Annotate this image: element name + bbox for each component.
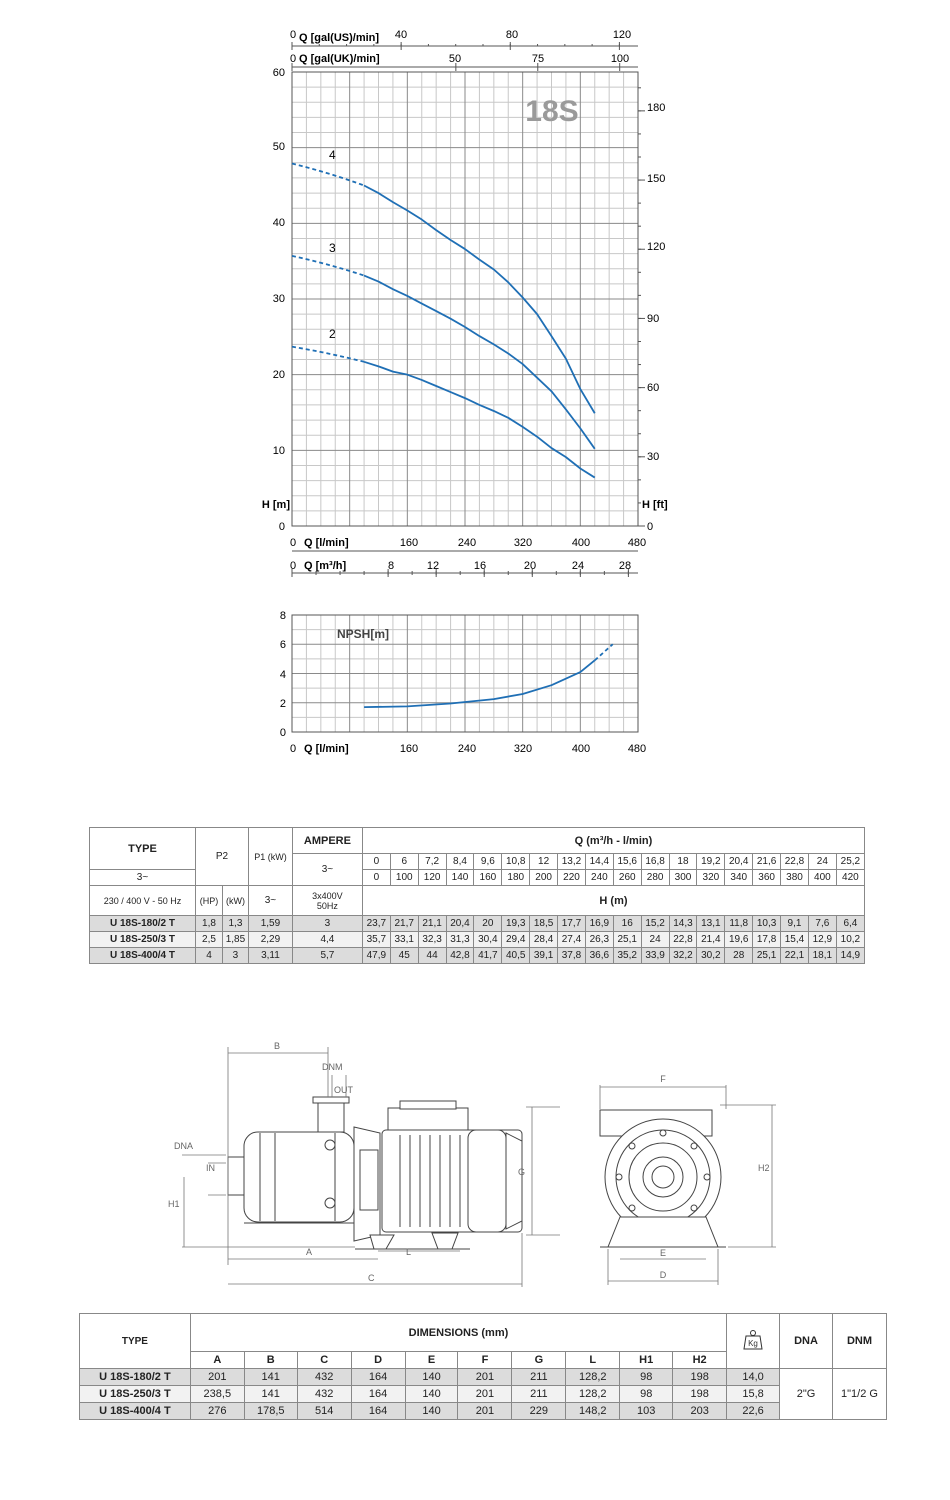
dim-cell-value: 238,5	[190, 1386, 244, 1403]
weight-label: Kg	[748, 1338, 758, 1348]
spec-q-lmin: 180	[502, 870, 530, 886]
top-us-tick-80: 80	[505, 29, 519, 41]
spec-cell-amp: 4,4	[292, 932, 362, 948]
dim-cell-value: 201	[458, 1403, 512, 1420]
spec-p1-phase: 3~	[248, 886, 292, 916]
spec-cell-h: 27,4	[558, 932, 586, 948]
spec-cell-h: 28,4	[530, 932, 558, 948]
spec-cell-h: 19,3	[502, 916, 530, 932]
dim-cell-kg: 22,6	[727, 1403, 780, 1420]
npsh-x-tick-480: 480	[627, 743, 647, 755]
model-title: 18S	[525, 95, 579, 128]
spec-cell-type: U 18S-180/2 T	[90, 916, 196, 932]
weight-icon	[742, 1329, 764, 1351]
dim-cell-value: 276	[190, 1403, 244, 1420]
top-uk-tick-75: 75	[531, 53, 545, 65]
bottom-lmin-label: Q [l/min]	[304, 537, 349, 549]
spec-q-m3h: 10,8	[502, 854, 530, 870]
dim-table	[79, 1313, 887, 1420]
dim-label-h2: H2	[758, 1163, 770, 1173]
dim-label-dna: DNA	[174, 1141, 194, 1151]
npsh-x-tick-320: 320	[513, 743, 533, 755]
dim-cell-value: 140	[405, 1386, 458, 1403]
spec-p2-header: P2	[195, 828, 248, 886]
dim-cell-value: 198	[673, 1386, 727, 1403]
dim-cell-type: U 18S-250/3 T	[80, 1386, 191, 1403]
left-tick-40: 40	[272, 217, 285, 229]
dim-cell-value: 203	[673, 1403, 727, 1420]
spec-q-m3h: 22,8	[781, 854, 809, 870]
spec-cell-h: 39,1	[530, 948, 558, 964]
spec-q-m3h: 6	[390, 854, 418, 870]
spec-q-lmin: 400	[808, 870, 836, 886]
dna-header: DNA	[780, 1314, 833, 1369]
curve-3-dashed	[292, 256, 364, 276]
spec-cell-hp: 2,5	[195, 932, 222, 948]
spec-cell-hp: 4	[195, 948, 222, 964]
right-tick-30: 30	[647, 451, 660, 463]
weight-header	[727, 1314, 780, 1369]
dim-cell-value: 103	[620, 1403, 673, 1420]
spec-q-lmin: 300	[669, 870, 697, 886]
npsh-tick-0: 0	[279, 727, 286, 739]
npsh-tick-2: 2	[279, 698, 286, 710]
bottom-m3h-tick-20: 20	[523, 560, 537, 572]
spec-cell-kw: 1,3	[222, 916, 248, 932]
spec-q-m3h: 14,4	[585, 854, 613, 870]
dim-col-l: L	[566, 1352, 620, 1369]
dim-cell-value: 211	[512, 1386, 566, 1403]
bottom-lmin-tick-400: 400	[571, 537, 591, 549]
spec-cell-h: 23,7	[362, 916, 390, 932]
spec-cell-p1: 2,29	[248, 932, 292, 948]
spec-cell-h: 20	[474, 916, 502, 932]
spec-q-m3h: 9,6	[474, 854, 502, 870]
npsh-curve-dashed	[595, 644, 613, 660]
top-axis-uk-label: Q [gal(UK)/min]	[299, 53, 380, 65]
bottom-m3h-tick-16: 16	[473, 560, 487, 572]
dim-label-dnm: DNM	[322, 1062, 343, 1072]
spec-cell-p1: 3,11	[248, 948, 292, 964]
spec-cell-h: 17,7	[558, 916, 586, 932]
spec-q-lmin: 240	[585, 870, 613, 886]
spec-q-lmin: 320	[697, 870, 725, 886]
spec-cell-h: 10,3	[753, 916, 781, 932]
left-tick-60: 60	[272, 67, 285, 79]
spec-cell-hp: 1,8	[195, 916, 222, 932]
spec-q-lmin: 260	[613, 870, 641, 886]
spec-q-lmin: 420	[836, 870, 864, 886]
spec-cell-h: 29,4	[502, 932, 530, 948]
right-tick-0: 0	[647, 521, 654, 533]
spec-cell-h: 22,1	[781, 948, 809, 964]
curve-label-4: 4	[329, 148, 336, 162]
pump-front-view	[600, 1110, 726, 1247]
dim-cell-value: 140	[405, 1369, 458, 1386]
dim-header: DIMENSIONS (mm)	[190, 1314, 726, 1352]
dim-cell-dnm: 1"1/2 G	[832, 1369, 886, 1420]
spec-cell-h: 13,1	[697, 916, 725, 932]
spec-cell-h: 19,6	[725, 932, 753, 948]
spec-cell-h: 20,4	[446, 916, 474, 932]
dim-label-e: E	[659, 1248, 667, 1258]
dim-label-g: G	[518, 1167, 526, 1177]
bottom-m3h-tick-12: 12	[426, 560, 440, 572]
top-us-tick-120: 120	[612, 29, 632, 41]
spec-cell-h: 21,1	[418, 916, 446, 932]
dim-type-header: TYPE	[80, 1314, 191, 1369]
spec-cell-amp: 5,7	[292, 948, 362, 964]
dim-cell-value: 432	[297, 1369, 351, 1386]
dim-col-f: F	[458, 1352, 512, 1369]
spec-cell-h: 30,4	[474, 932, 502, 948]
spec-cell-h: 22,8	[669, 932, 697, 948]
spec-cell-h: 47,9	[362, 948, 390, 964]
dim-cell-value: 211	[512, 1369, 566, 1386]
spec-q-lmin: 140	[446, 870, 474, 886]
spec-cell-h: 21,4	[697, 932, 725, 948]
spec-cell-h: 45	[390, 948, 418, 964]
npsh-x-tick-240: 240	[457, 743, 477, 755]
spec-cell-h: 32,2	[669, 948, 697, 964]
dim-row	[80, 1403, 887, 1420]
npsh-chart	[0, 600, 950, 770]
dim-table-body	[80, 1369, 887, 1420]
spec-q-m3h: 18	[669, 854, 697, 870]
spec-cell-h: 12,9	[808, 932, 836, 948]
dim-col-c: C	[297, 1352, 351, 1369]
dim-label-h1: H1	[168, 1199, 180, 1209]
npsh-label: NPSH[m]	[337, 627, 390, 641]
spec-row	[90, 932, 865, 948]
dim-col-g: G	[512, 1352, 566, 1369]
bottom-lmin-tick-160: 160	[399, 537, 419, 549]
spec-cell-h: 44	[418, 948, 446, 964]
technical-drawing	[160, 1035, 810, 1295]
dim-cell-type: U 18S-180/2 T	[80, 1369, 191, 1386]
spec-cell-h: 15,2	[641, 916, 669, 932]
top-uk-tick-0: 0	[289, 53, 297, 65]
spec-cell-h: 25,1	[613, 932, 641, 948]
bottom-m3h-tick-24: 24	[571, 560, 585, 572]
spec-q-lmin: 200	[530, 870, 558, 886]
dnm-header: DNM	[832, 1314, 886, 1369]
top-axis-us-label: Q [gal(US)/min]	[299, 32, 380, 44]
spec-q-m3h: 25,2	[836, 854, 864, 870]
spec-q-m3h: 8,4	[446, 854, 474, 870]
performance-chart	[0, 0, 950, 580]
npsh-x-tick-0: 0	[289, 743, 297, 755]
spec-q-lmin: 280	[641, 870, 669, 886]
spec-q-m3h: 16,8	[641, 854, 669, 870]
right-tick-180: 180	[647, 102, 666, 114]
dim-cell-type: U 18S-400/4 T	[80, 1403, 191, 1420]
spec-cell-h: 16	[613, 916, 641, 932]
npsh-x-label: Q [l/min]	[304, 743, 349, 755]
dim-cell-value: 201	[458, 1369, 512, 1386]
spec-p2-hp-label: (HP)	[195, 886, 222, 916]
pump-side-view	[228, 1097, 522, 1249]
spec-cell-h: 26,3	[585, 932, 613, 948]
top-us-tick-40: 40	[394, 29, 408, 41]
spec-cell-h: 6,4	[836, 916, 864, 932]
dim-cell-value: 229	[512, 1403, 566, 1420]
dim-label-b: B	[274, 1041, 281, 1051]
spec-cell-h: 32,3	[418, 932, 446, 948]
spec-row	[90, 948, 865, 964]
right-tick-150: 150	[647, 173, 666, 185]
bottom-m3h-tick-8: 8	[387, 560, 395, 572]
dim-col-a: A	[190, 1352, 244, 1369]
npsh-tick-6: 6	[279, 639, 286, 651]
drawing-svg	[160, 1035, 810, 1295]
npsh-chart-svg	[0, 600, 950, 770]
spec-q-lmin: 360	[753, 870, 781, 886]
spec-cell-h: 35,2	[613, 948, 641, 964]
spec-cell-p1: 1,59	[248, 916, 292, 932]
spec-table-body	[90, 916, 865, 964]
spec-cell-h: 11,8	[725, 916, 753, 932]
dim-cell-value: 98	[620, 1369, 673, 1386]
spec-row	[90, 916, 865, 932]
spec-q-lmin: 160	[474, 870, 502, 886]
spec-cell-kw: 1,85	[222, 932, 248, 948]
spec-ampere-header: AMPERE	[292, 828, 362, 854]
dim-label-l: L	[406, 1247, 412, 1257]
curve-label-2: 2	[329, 327, 336, 341]
spec-cell-h: 7,6	[808, 916, 836, 932]
spec-cell-h: 17,8	[753, 932, 781, 948]
dim-row	[80, 1369, 887, 1386]
dim-cell-value: 128,2	[566, 1369, 620, 1386]
dim-col-d: D	[351, 1352, 405, 1369]
left-tick-10: 10	[272, 445, 285, 457]
spec-ampere-phase: 3~	[292, 854, 362, 886]
dim-cell-value: 98	[620, 1386, 673, 1403]
spec-cell-amp: 3	[292, 916, 362, 932]
spec-cell-h: 40,5	[502, 948, 530, 964]
bottom-lmin-tick-320: 320	[513, 537, 533, 549]
dim-table-container	[79, 1313, 887, 1420]
dim-cell-value: 148,2	[566, 1403, 620, 1420]
dim-col-e: E	[405, 1352, 458, 1369]
spec-q-m3h: 15,6	[613, 854, 641, 870]
dim-cell-value: 201	[458, 1386, 512, 1403]
bottom-lmin-tick-0: 0	[289, 537, 297, 549]
dim-row	[80, 1386, 887, 1403]
left-tick-0: 0	[278, 521, 285, 533]
left-tick-50: 50	[272, 141, 285, 153]
dim-cell-kg: 14,0	[727, 1369, 780, 1386]
spec-q-header: Q (m³/h - l/min)	[362, 828, 864, 854]
right-tick-90: 90	[647, 313, 660, 325]
dim-label-in: IN	[206, 1163, 215, 1173]
dim-cell-value: 140	[405, 1403, 458, 1420]
spec-cell-h: 16,9	[585, 916, 613, 932]
spec-q-m3h: 20,4	[725, 854, 753, 870]
spec-cell-h: 14,9	[836, 948, 864, 964]
performance-grid-major	[292, 72, 638, 526]
spec-cell-h: 10,2	[836, 932, 864, 948]
spec-q-m3h: 21,6	[753, 854, 781, 870]
dim-cell-value: 432	[297, 1386, 351, 1403]
dim-label-a: A	[306, 1247, 313, 1257]
spec-cell-type: U 18S-400/4 T	[90, 948, 196, 964]
right-axis-label: H [ft]	[642, 499, 668, 511]
bottom-m3h-tick-0: 0	[289, 560, 297, 572]
bottom-lmin-tick-240: 240	[457, 537, 477, 549]
spec-q-m3h: 19,2	[697, 854, 725, 870]
spec-cell-h: 18,1	[808, 948, 836, 964]
spec-ampere-voltage: 3x400V 50Hz	[292, 886, 362, 916]
spec-voltage-label: 230 / 400 V - 50 Hz	[90, 886, 196, 916]
spec-table	[89, 827, 865, 964]
bottom-lmin-tick-480: 480	[627, 537, 647, 549]
spec-q-lmin: 220	[558, 870, 586, 886]
npsh-tick-4: 4	[279, 669, 286, 681]
dim-col-b: B	[244, 1352, 297, 1369]
spec-p2-kw-label: (kW)	[222, 886, 248, 916]
spec-cell-h: 42,8	[446, 948, 474, 964]
dim-cell-value: 201	[190, 1369, 244, 1386]
performance-chart-svg	[0, 0, 950, 580]
dim-cell-value: 164	[351, 1403, 405, 1420]
spec-cell-h: 15,4	[781, 932, 809, 948]
spec-cell-h: 9,1	[781, 916, 809, 932]
dim-cell-kg: 15,8	[727, 1386, 780, 1403]
npsh-x-tick-160: 160	[399, 743, 419, 755]
spec-cell-h: 14,3	[669, 916, 697, 932]
npsh-tick-8: 8	[279, 610, 286, 622]
spec-cell-h: 28	[725, 948, 753, 964]
spec-h-header: H (m)	[362, 886, 864, 916]
spec-cell-h: 35,7	[362, 932, 390, 948]
spec-cell-h: 31,3	[446, 932, 474, 948]
spec-q-lmin: 100	[390, 870, 418, 886]
dim-col-h2: H2	[673, 1352, 727, 1369]
spec-table-container	[89, 827, 865, 964]
left-tick-30: 30	[272, 293, 285, 305]
spec-cell-type: U 18S-250/3 T	[90, 932, 196, 948]
top-uk-tick-50: 50	[448, 53, 462, 65]
dim-col-h1: H1	[620, 1352, 673, 1369]
dim-cell-value: 164	[351, 1386, 405, 1403]
dim-cell-value: 514	[297, 1403, 351, 1420]
right-tick-60: 60	[647, 382, 660, 394]
spec-cell-h: 33,1	[390, 932, 418, 948]
npsh-x-tick-400: 400	[571, 743, 591, 755]
dim-label-f: F	[660, 1074, 666, 1084]
spec-cell-h: 21,7	[390, 916, 418, 932]
dim-label-d: D	[659, 1270, 667, 1280]
performance-curves	[292, 164, 595, 478]
dim-label-out: OUT	[334, 1085, 353, 1095]
dim-cell-value: 164	[351, 1369, 405, 1386]
dim-cell-value: 178,5	[244, 1403, 297, 1420]
spec-cell-h: 36,6	[585, 948, 613, 964]
top-us-tick-0: 0	[289, 29, 297, 41]
dim-cell-value: 198	[673, 1369, 727, 1386]
spec-q-m3h: 7,2	[418, 854, 446, 870]
spec-cell-h: 25,1	[753, 948, 781, 964]
spec-cell-h: 37,8	[558, 948, 586, 964]
dim-label-c: C	[368, 1273, 375, 1283]
spec-phase-label: 3~	[90, 870, 196, 886]
spec-p1-header: P1 (kW)	[248, 828, 292, 886]
spec-cell-h: 30,2	[697, 948, 725, 964]
spec-q-lmin: 0	[362, 870, 390, 886]
spec-q-m3h: 12	[530, 854, 558, 870]
dim-cell-value: 128,2	[566, 1386, 620, 1403]
spec-q-m3h: 0	[362, 854, 390, 870]
spec-q-lmin: 340	[725, 870, 753, 886]
spec-q-lmin: 120	[418, 870, 446, 886]
right-tick-120: 120	[647, 241, 666, 253]
dim-cell-value: 141	[244, 1369, 297, 1386]
spec-type-header: TYPE	[90, 828, 196, 870]
spec-cell-h: 33,9	[641, 948, 669, 964]
bottom-m3h-tick-28: 28	[618, 560, 632, 572]
spec-cell-kw: 3	[222, 948, 248, 964]
spec-q-lmin: 380	[781, 870, 809, 886]
performance-tick-marks	[289, 42, 645, 577]
dim-cell-value: 141	[244, 1386, 297, 1403]
left-tick-20: 20	[272, 369, 285, 381]
spec-cell-h: 18,5	[530, 916, 558, 932]
left-axis-label: H [m]	[261, 499, 290, 511]
top-uk-tick-100: 100	[610, 53, 630, 65]
spec-cell-h: 24	[641, 932, 669, 948]
spec-cell-h: 41,7	[474, 948, 502, 964]
curve-4-dashed	[292, 164, 364, 186]
spec-q-m3h: 13,2	[558, 854, 586, 870]
bottom-m3h-label: Q [m³/h]	[304, 560, 347, 572]
dim-cell-dna: 2"G	[780, 1369, 833, 1420]
spec-q-m3h: 24	[808, 854, 836, 870]
npsh-curve-group	[364, 644, 613, 707]
curve-label-3: 3	[329, 241, 336, 255]
